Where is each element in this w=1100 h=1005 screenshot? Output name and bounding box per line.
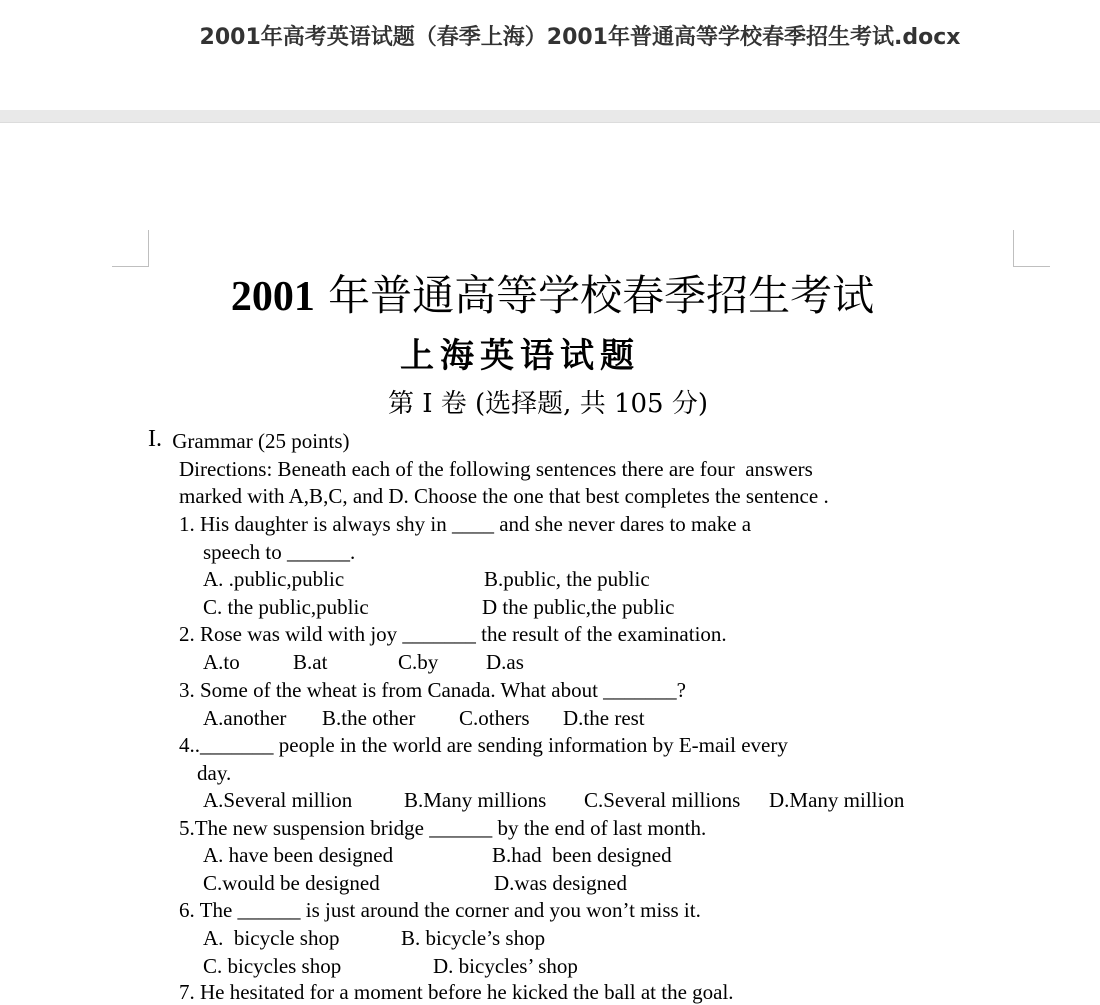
page-separator (0, 110, 1100, 123)
question-3-option-c: C.others (459, 706, 530, 730)
section-title: Grammar (25 points) (167, 429, 350, 453)
question-7-stem: 7. He hesitated for a moment before he kicked the ball at the goal. (179, 980, 734, 1004)
question-6-option-d: D. bicycles’ shop (433, 954, 578, 978)
part-heading: 第 I 卷 (选择题, 共 105 分) (387, 389, 709, 419)
question-5-option-a: A. have been designed (203, 843, 394, 867)
question-6-option-b: B. bicycle’s shop (401, 926, 546, 950)
question-4-option-b: B.Many millions (404, 788, 547, 812)
question-1-stem-cont: speech to ______. (203, 540, 356, 564)
question-4-option-a: A.Several million (203, 788, 353, 812)
question-5-stem: 5.The new suspension bridge ______ by the end of last month. (179, 816, 707, 840)
question-1-option-d: D the public,the public (482, 595, 675, 619)
question-3-option-d: D.the rest (563, 706, 645, 730)
question-6-option-a: A. bicycle shop (203, 926, 340, 950)
margin-corner-mark-right (1013, 230, 1050, 267)
question-3-stem: 3. Some of the wheat is from Canada. What about _______? (179, 678, 686, 702)
question-2-option-c: C.by (398, 650, 439, 674)
question-1-stem: 1. His daughter is always shy in ____ and she never dares to make a (179, 512, 752, 536)
document-title (0, 268, 1100, 325)
title-year: 2001 (230, 274, 315, 320)
question-1-option-a: A. .public,public (203, 567, 345, 591)
title-text: 年普通高等学校春季招生考试 (314, 271, 875, 320)
question-2-option-a: A.to (203, 650, 240, 674)
question-5-option-b: B.had been designed (492, 843, 672, 867)
question-4-option-c: C.Several millions (584, 788, 741, 812)
section-number: I. (148, 426, 162, 452)
question-2-option-b: B.at (293, 650, 328, 674)
question-1-option-b: B.public, the public (484, 567, 650, 591)
question-3-option-a: A.another (203, 706, 287, 730)
title-bar (0, 0, 1100, 110)
question-3-option-b: B.the other (322, 706, 416, 730)
question-4-stem: 4.._______ people in the world are sending information by E-mail every (179, 733, 788, 757)
question-2-stem: 2. Rose was wild with joy _______ the result of the examination. (179, 622, 727, 646)
directions-line-1: Directions: Beneath each of the following sentences there are four answers (179, 457, 813, 481)
question-4-option-d: D.Many million (769, 788, 905, 812)
file-title: 2001年高考英语试题（春季上海）2001年普通高等学校春季招生考试.docx (199, 25, 961, 50)
directions-line-2: marked with A,B,C, and D. Choose the one that best completes the sentence . (179, 484, 829, 508)
document-subtitle: 上海英语试题 (400, 336, 640, 376)
question-1-option-c: C. the public,public (203, 595, 369, 619)
question-2-option-d: D.as (486, 650, 524, 674)
margin-corner-mark-left (112, 230, 149, 267)
question-6-option-c: C. bicycles shop (203, 954, 342, 978)
question-4-stem-cont: day. (197, 761, 232, 785)
question-5-option-d: D.was designed (494, 871, 627, 895)
question-5-option-c: C.would be designed (203, 871, 380, 895)
question-6-stem: 6. The ______ is just around the corner and you won’t miss it. (179, 898, 701, 922)
